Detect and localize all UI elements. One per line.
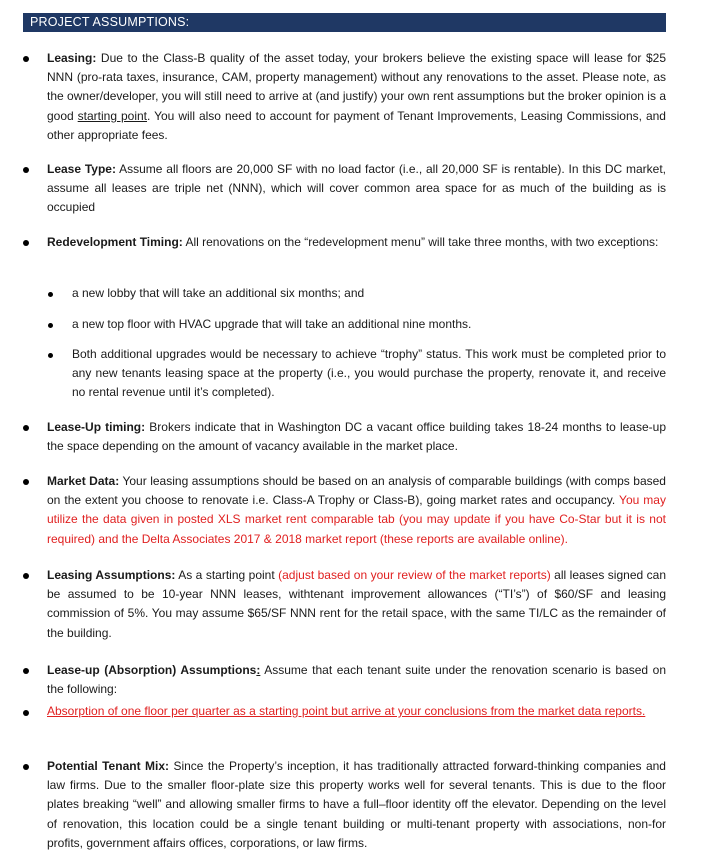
market-data-red-text: You may utilize the data given in posted XLS market rent comparable tab (you may update if you have Co-Star but it is not required) and the Delta Associates 2017 & 2018 market report (these reports are available online). bbox=[47, 493, 666, 546]
absorption-label: Lease-up (Absorption) Assumptions bbox=[47, 663, 257, 677]
tenant-mix-paragraph bbox=[47, 757, 666, 853]
bullet-icon bbox=[23, 240, 29, 246]
redevelopment-sub-item bbox=[72, 345, 666, 403]
leasing-assumptions-text: As a starting point bbox=[175, 568, 279, 582]
lease-up-timing-paragraph bbox=[47, 418, 666, 456]
leasing-text: Due to the Class-B quality of the asset today, your brokers believe the existing space will lease for $25 NNN (pro-rata taxes, insurance, CAM, property management) without any renovations to the asset. Please note, as the owner/developer, you will still need to arrive at (and justify) your own rent assumptions but the broker opinion is a good bbox=[47, 51, 666, 123]
leasing-assumptions-red-text: (adjust based on your review of the market reports) bbox=[278, 568, 551, 582]
section-title: PROJECT ASSUMPTIONS: bbox=[30, 15, 190, 29]
redevelopment-label: Redevelopment Timing: bbox=[47, 235, 183, 249]
absorption-red-text: Absorption of one floor per quarter as a starting point but arrive at your conclusions from the market data reports. bbox=[47, 704, 646, 718]
leasing-label: Leasing: bbox=[47, 51, 97, 65]
sub-bullet-icon bbox=[48, 323, 53, 328]
absorption-colon: : bbox=[256, 663, 261, 677]
market-data-text: Your leasing assumptions should be based on an analysis of comparable buildings (with comps based on the extent you choose to renovate i.e. Class-A Trophy or Class-B), going market rates and occupancy. bbox=[47, 474, 666, 508]
sub-item-text: a new top floor with HVAC upgrade that will take an additional nine months. bbox=[72, 317, 472, 331]
market-data-label: Market Data: bbox=[47, 474, 120, 488]
sub-item-text: Both additional upgrades would be necessary to achieve “trophy” status. This work must be completed prior to any new tenants leasing space at the property (i.e., you would purchase the property, renovate it, and receive no rental revenue until it’s completed). bbox=[72, 347, 666, 400]
leasing-assumptions-label: Leasing Assumptions: bbox=[47, 568, 176, 582]
bullet-icon bbox=[23, 573, 29, 579]
bullet-icon bbox=[23, 56, 29, 62]
bullet-icon bbox=[23, 710, 29, 716]
bullet-icon bbox=[23, 167, 29, 173]
absorption-paragraph bbox=[47, 661, 666, 699]
sub-item-text: a new lobby that will take an additional six months; and bbox=[72, 286, 365, 300]
lease-up-timing-label: Lease-Up timing: bbox=[47, 420, 146, 434]
leasing-text-2: . You will also need to account for payment of Tenant Improvements, Leasing Commissions, and other appropriate fees. bbox=[47, 108, 666, 142]
absorption-red-paragraph bbox=[47, 702, 666, 721]
leasing-assumptions-text-2: all leases signed can be assumed to be 10-year NNN leases, withtenant improvement allowances (“TI’s”) of $60/SF and leasing commission of 5%. You may assume $65/SF NNN rent for the retail space, with the same TI/LC as the remainder of the building. bbox=[47, 568, 666, 640]
bullet-icon bbox=[23, 425, 29, 431]
market-data-paragraph bbox=[47, 472, 666, 549]
leasing-assumptions-paragraph bbox=[47, 566, 666, 643]
section-header bbox=[23, 13, 666, 32]
starting-point-text: starting point bbox=[77, 108, 148, 123]
sub-bullet-icon bbox=[48, 292, 53, 297]
redevelopment-sub-item bbox=[72, 284, 666, 303]
leasing-paragraph bbox=[47, 49, 666, 145]
redevelopment-paragraph bbox=[47, 233, 666, 252]
lease-up-timing-text: Brokers indicate that in Washington DC a vacant office building takes 18-24 months to lease-up the space depending on the amount of vacancy available in the market place. bbox=[47, 420, 667, 454]
lease-type-label: Lease Type: bbox=[47, 162, 116, 176]
tenant-mix-text: Since the Property’s inception, it has traditionally attracted forward-thinking companies and law firms. Due to the smaller floor-plate size this property works well for several tenants. This is due to the floor plates breaking “well” and allowing smaller firms to have a full–floor identity off the elevator. Depending on the level of renovation, this location could be a single tenant building or multi-tenant property with associations, non-for profits, government affairs offices, corporations, or law firms. bbox=[47, 759, 666, 850]
bullet-icon bbox=[23, 479, 29, 485]
bullet-icon bbox=[23, 668, 29, 674]
absorption-text: Assume that each tenant suite under the renovation scenario is based on the following: bbox=[47, 663, 666, 697]
redevelopment-text: All renovations on the “redevelopment menu” will take three months, with two exceptions: bbox=[182, 235, 659, 249]
redevelopment-sub-item bbox=[72, 315, 666, 334]
lease-type-paragraph bbox=[47, 160, 666, 218]
bullet-icon bbox=[23, 764, 29, 770]
tenant-mix-label: Potential Tenant Mix: bbox=[47, 759, 170, 773]
sub-bullet-icon bbox=[48, 353, 53, 358]
lease-type-text: Assume all floors are 20,000 SF with no load factor (i.e., all 20,000 SF is rentable). In this DC market, assume all leases are triple net (NNN), which will cover common area space for as much of the building as is occupied bbox=[47, 162, 666, 215]
